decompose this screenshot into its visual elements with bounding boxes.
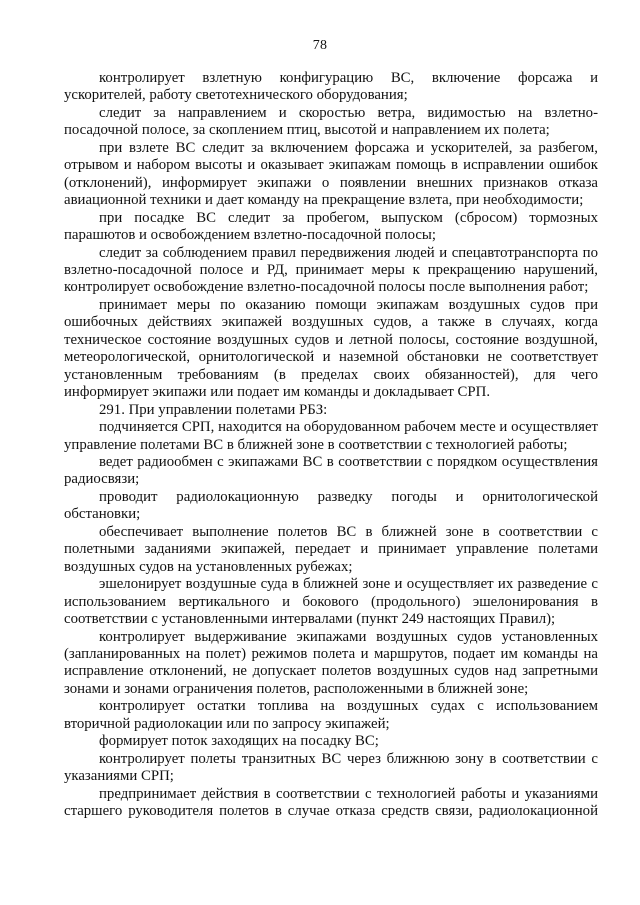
paragraph: следит за соблюдением правил передвижения людей и спецавтотранспорта по взлетно-посадочной полосе и РД, принимает меры к прекращению нарушений, контролирует освобождение взлетно-посадочной полосы после выполнения работ; — [64, 244, 598, 296]
paragraph: формирует поток заходящих на посадку ВС; — [99, 733, 379, 750]
paragraph: проводит радиолокационную разведку погоды и орнитологической обстановки; — [64, 488, 598, 523]
paragraph: подчиняется СРП, находится на оборудованном рабочем месте и осуществляет управление полетами ВС в ближней зоне в соответствии с технологией работы; — [64, 419, 598, 453]
paragraph: при взлете ВС следит за включением форсажа и ускорителей, за разбегом, отрывом и набором высоты и оказывает экипажам помощь в исправлении ошибок (отклонений), информирует экипажи о появлении внешних признаков отказа авиационной техники и дает команду на прекращение взлета, при необходимости; — [64, 139, 598, 209]
paragraph: принимает меры по оказанию помощи экипажам воздушных судов при ошибочных действиях экипажей воздушных судов, а также в случаях, когда техническое состояние воздушных судов и летной полосы, состояние воздушной, метеорологической, орнитологической и наземной обстановки не соответствует установленным требованиям (в пределах своих обязанностей), для чего информирует экипажи или подает им команды и докладывает СРП. — [64, 296, 598, 401]
paragraph: контролирует остатки топлива на воздушных судах с использованием вторичной радиолокации или по запросу экипажей; — [64, 698, 598, 732]
paragraph: эшелонирует воздушные суда в ближней зоне и осуществляет их разведение с использованием вертикального и бокового (продольного) эшелонирования в соответствии с установленными интервалами (пункт 249 настоящих Правил); — [64, 576, 598, 628]
paragraph: контролирует выдерживание экипажами воздушных судов установленных (запланированных на полет) режимов полета и маршрутов, подает им команды на исправление отклонений, не допускает полетов воздушных судов над запретными зонами и зонами ограничения полетов, расположенными в ближней зоне; — [64, 628, 598, 697]
paragraph: при посадке ВС следит за пробегом, выпуском (сбросом) тормозных парашютов и освобождением взлетно-посадочной полосы; — [64, 209, 598, 244]
paragraph: ведет радиообмен с экипажами ВС в соответствии с порядком осуществления радиосвязи; — [64, 453, 598, 488]
paragraph: обеспечивает выполнение полетов ВС в ближней зоне в соответствии с полетными заданиями экипажей, передает и принимает управление полетами воздушных судов на установленных рубежах; — [64, 523, 598, 575]
section-heading: 291. При управлении полетами РБЗ: — [99, 401, 328, 418]
body-text — [64, 70, 598, 820]
paragraph: контролирует взлетную конфигурацию ВС, включение форсажа и ускорителей, работу светотехнического оборудования; — [64, 70, 598, 104]
paragraph: следит за направлением и скоростью ветра, видимостью на взлетно-посадочной полосе, за скоплением птиц, высотой и направлением их полета; — [64, 104, 598, 139]
page-number: 78 — [312, 38, 328, 53]
paragraph: предпринимает действия в соответствии с технологией работы и указаниями старшего руководителя полетов в случае отказа средств связи, радиолокационной — [64, 785, 598, 820]
paragraph: контролирует полеты транзитных ВС через ближнюю зону в соответствии с указаниями СРП; — [64, 750, 598, 785]
